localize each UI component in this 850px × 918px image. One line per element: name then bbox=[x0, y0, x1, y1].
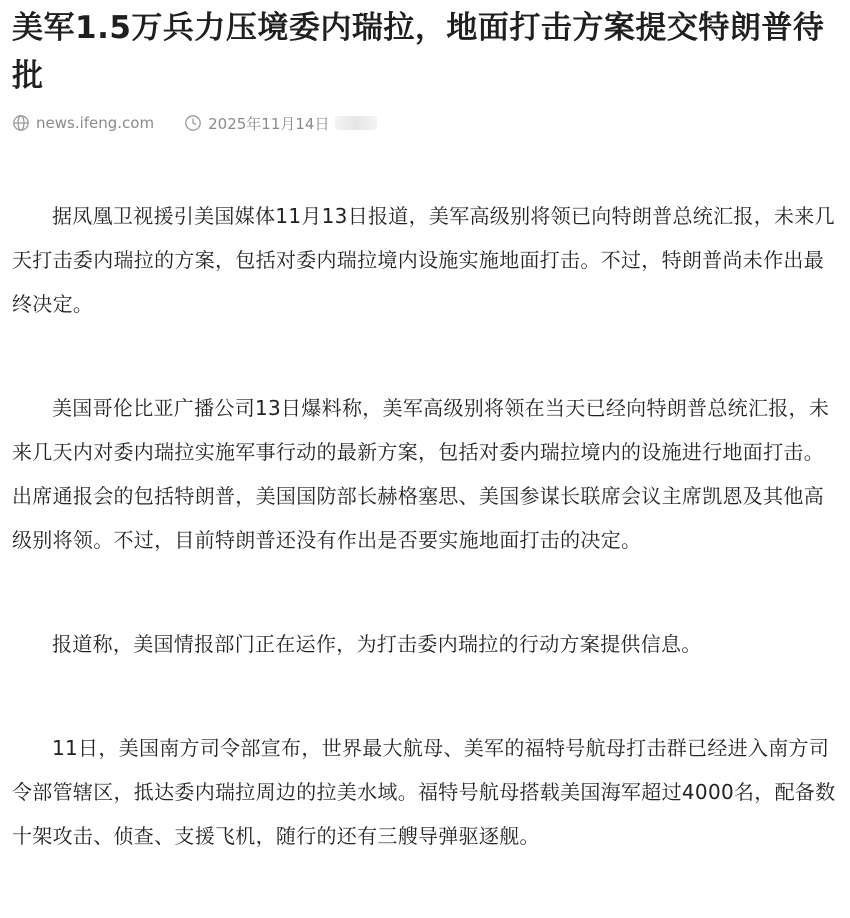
source-link[interactable]: news.ifeng.com bbox=[36, 114, 155, 132]
source-meta[interactable] bbox=[12, 114, 154, 132]
article-body bbox=[12, 194, 842, 918]
clock-icon bbox=[184, 114, 202, 132]
paragraph: 报道称，美国情报部门正在运作，为打击委内瑞拉的行动方案提供信息。 bbox=[52, 632, 702, 656]
paragraph: 据凤凰卫视援引美国媒体11月13日报道，美军高级别将领已向特朗普总统汇报，未来几天打击委内瑞拉的方案，包括对委内瑞拉境内设施实施地面打击。不过，特朗普尚未作出最终决定。 bbox=[12, 204, 835, 316]
redacted-time bbox=[335, 116, 377, 130]
paragraph: 11日，美国南方司令部宣布，世界最大航母、美军的福特号航母打击群已经进入南方司令部管辖区，抵达委内瑞拉周边的拉美水域。福特号航母搭载美国海军超过4000名，配备数十架攻击、侦查、支援飞机，随行的还有三艘导弹驱逐舰。 bbox=[12, 736, 836, 848]
article-title: 美军1.5万兵力压境委内瑞拉，地面打击方案提交特朗普待批 bbox=[12, 10, 825, 94]
article-meta bbox=[12, 111, 377, 135]
paragraph: 美国哥伦比亚广播公司13日爆料称，美军高级别将领在当天已经向特朗普总统汇报，未来几天内对委内瑞拉实施军事行动的最新方案，包括对委内瑞拉境内的设施进行地面打击。出席通报会的包括特朗普，美国国防部长赫格塞思、美国参谋长联席会议主席凯恩及其他高级别将领。不过，目前特朗普还没有作出是否要实施地面打击的决定。 bbox=[12, 396, 830, 552]
globe-icon bbox=[12, 114, 30, 132]
date-meta bbox=[184, 113, 377, 134]
article bbox=[12, 0, 840, 848]
publish-date: 2025年11月14日 bbox=[208, 114, 330, 133]
